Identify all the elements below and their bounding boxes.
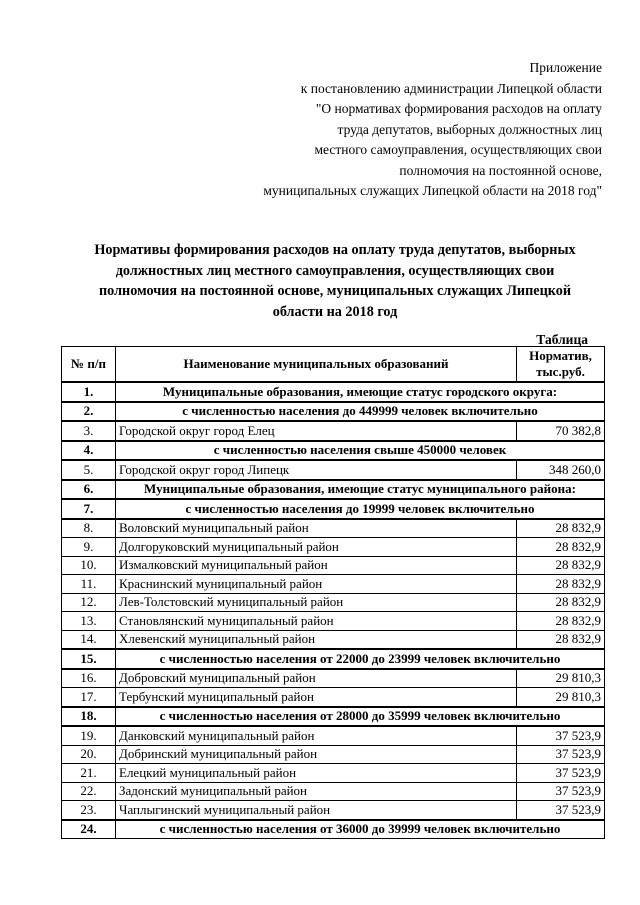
table-row	[62, 782, 605, 801]
norm-value: 37 523,9	[517, 801, 605, 820]
table-row	[62, 745, 605, 764]
municipality-name: Краснинский муниципальный район	[116, 575, 517, 594]
document-title	[70, 240, 600, 322]
row-number: 20.	[62, 745, 116, 764]
norm-value: 28 832,9	[517, 575, 605, 594]
row-number: 9.	[62, 538, 116, 557]
title-line: области на 2018 год	[272, 303, 398, 320]
municipality-name: Долгоруковский муниципальный район	[116, 538, 517, 557]
appendix-line: муниципальных служащих Липецкой области на 2018 год"	[263, 183, 602, 198]
row-number: 24.	[62, 820, 116, 839]
row-number: 11.	[62, 575, 116, 594]
table-row	[62, 460, 605, 480]
table-header-row	[62, 347, 605, 383]
norm-value: 28 832,9	[517, 612, 605, 631]
norm-value: 37 523,9	[517, 782, 605, 801]
municipality-name: Задонский муниципальный район	[116, 782, 517, 801]
row-number: 13.	[62, 612, 116, 631]
row-number: 17.	[62, 688, 116, 707]
norm-value: 37 523,9	[517, 726, 605, 745]
title-line: Нормативы формирования расходов на оплату труда депутатов, выборных	[94, 242, 576, 258]
row-number: 8.	[62, 519, 116, 538]
section-title: с численностью населения свыше 450000 человек	[116, 441, 605, 461]
header-name: Наименование муниципальных образований	[116, 347, 517, 383]
table-row	[62, 593, 605, 612]
row-number: 16.	[62, 669, 116, 688]
table-section-row	[62, 382, 605, 402]
row-number: 2.	[62, 402, 116, 422]
row-number: 5.	[62, 460, 116, 480]
norm-value: 29 810,3	[517, 669, 605, 688]
appendix-line: к постановлению администрации Липецкой области	[300, 80, 602, 96]
table-section-row	[62, 480, 605, 500]
table-row	[62, 556, 605, 575]
row-number: 3.	[62, 421, 116, 441]
table-row	[62, 612, 605, 631]
row-number: 4.	[62, 441, 116, 461]
table-label: Таблица	[536, 332, 588, 347]
row-number: 14.	[62, 630, 116, 649]
row-number: 23.	[62, 801, 116, 820]
section-title: Муниципальные образования, имеющие статус муниципального района:	[116, 480, 605, 500]
row-number: 21.	[62, 764, 116, 783]
table-section-row	[62, 441, 605, 461]
municipality-name: Добринский муниципальный район	[116, 745, 517, 764]
municipality-name: Чаплыгинский муниципальный район	[116, 801, 517, 820]
row-number: 12.	[62, 593, 116, 612]
header-number: № п/п	[62, 347, 116, 383]
municipality-name: Лев-Толстовский муниципальный район	[116, 593, 517, 612]
table-row	[62, 538, 605, 557]
header-norm: Норматив, тыс.руб.	[517, 347, 605, 383]
municipality-name: Измалковский муниципальный район	[116, 556, 517, 575]
section-title: с численностью населения от 22000 до 23999 человек включительно	[116, 649, 605, 669]
section-title: с численностью населения до 449999 человек включительно	[116, 402, 605, 422]
municipality-name: Елецкий муниципальный район	[116, 764, 517, 783]
municipality-name: Становлянский муниципальный район	[116, 612, 517, 631]
row-number: 15.	[62, 649, 116, 669]
table-row	[62, 669, 605, 688]
appendix-line: труда депутатов, выборных должностных лиц	[337, 121, 602, 137]
municipality-name: Добровский муниципальный район	[116, 669, 517, 688]
norm-value: 28 832,9	[517, 593, 605, 612]
appendix-line: Приложение	[529, 60, 602, 75]
table-row	[62, 688, 605, 707]
appendix-line: полномочия на постоянной основе,	[399, 162, 602, 178]
row-number: 10.	[62, 556, 116, 575]
table-row	[62, 630, 605, 649]
norms-table	[61, 346, 605, 839]
table-section-row	[62, 707, 605, 727]
row-number: 19.	[62, 726, 116, 745]
norm-value: 28 832,9	[517, 630, 605, 649]
appendix-line: "О нормативах формирования расходов на оплату	[315, 101, 602, 116]
municipality-name: Хлевенский муниципальный район	[116, 630, 517, 649]
norm-value: 28 832,9	[517, 538, 605, 557]
table-section-row	[62, 649, 605, 669]
norm-value: 29 810,3	[517, 688, 605, 707]
title-line: полномочия на постоянной основе, муниципальных служащих Липецкой	[98, 283, 571, 299]
municipality-name: Воловский муниципальный район	[116, 519, 517, 538]
table-body	[62, 382, 605, 839]
appendix-block	[182, 58, 602, 202]
appendix-line: местного самоуправления, осуществляющих свои	[314, 142, 602, 157]
table-section-row	[62, 820, 605, 839]
table-row	[62, 575, 605, 594]
norm-value: 37 523,9	[517, 764, 605, 783]
table-section-row	[62, 402, 605, 422]
row-number: 6.	[62, 480, 116, 500]
norm-value: 28 832,9	[517, 519, 605, 538]
table-row	[62, 801, 605, 820]
title-line: должностных лиц местного самоуправления, осуществляющих свои	[115, 262, 555, 279]
row-number: 18.	[62, 707, 116, 727]
row-number: 22.	[62, 782, 116, 801]
table-row	[62, 726, 605, 745]
row-number: 1.	[62, 382, 116, 402]
municipality-name: Тербунский муниципальный район	[116, 688, 517, 707]
municipality-name: Данковский муниципальный район	[116, 726, 517, 745]
table-section-row	[62, 499, 605, 519]
section-title: с численностью населения от 36000 до 39999 человек включительно	[116, 820, 605, 839]
section-title: с численностью населения от 28000 до 35999 человек включительно	[116, 707, 605, 727]
municipality-name: Городской округ город Липецк	[116, 460, 517, 480]
section-title: с численностью населения до 19999 человек включительно	[116, 499, 605, 519]
norm-value: 348 260,0	[517, 460, 605, 480]
table-row	[62, 421, 605, 441]
table-row	[62, 764, 605, 783]
section-title: Муниципальные образования, имеющие статус городского округа:	[116, 382, 605, 402]
norm-value: 28 832,9	[517, 556, 605, 575]
municipality-name: Городской округ город Елец	[116, 421, 517, 441]
norm-value: 70 382,8	[517, 421, 605, 441]
table-row	[62, 519, 605, 538]
row-number: 7.	[62, 499, 116, 519]
norm-value: 37 523,9	[517, 745, 605, 764]
